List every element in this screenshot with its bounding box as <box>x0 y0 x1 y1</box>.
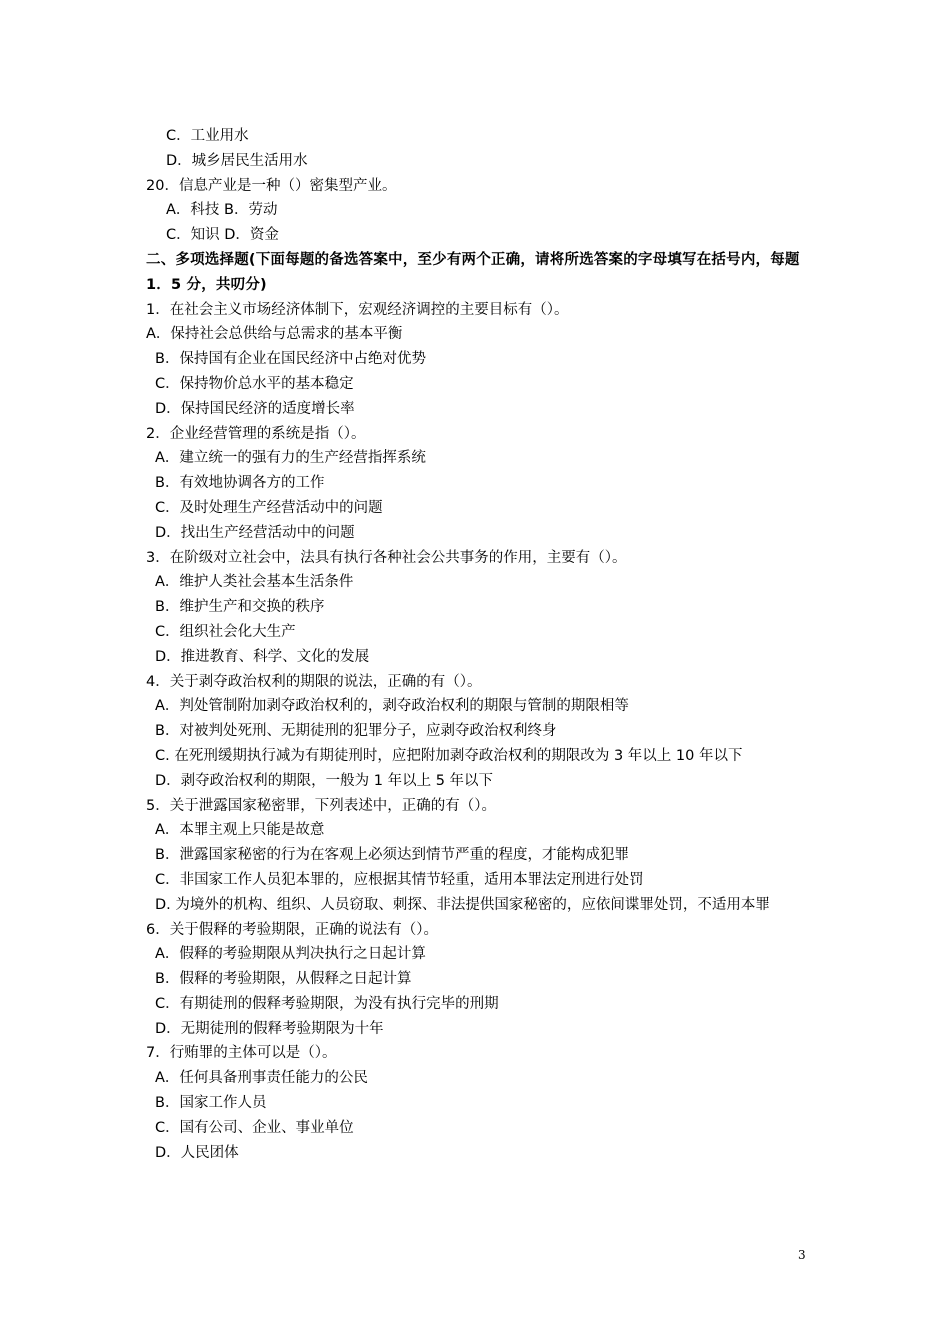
text-line: C．国有公司、企业、事业单位 <box>155 1119 354 1136</box>
text-line: A．维护人类社会基本生活条件 <box>155 574 354 591</box>
text-line: 1．在社会主义市场经济体制下，宏观经济调控的主要目标有（）。 <box>146 301 569 318</box>
text-line: D．找出生产经营活动中的问题 <box>155 524 355 541</box>
text-line: A．保持社会总供给与总需求的基本平衡 <box>146 326 403 343</box>
text-line: C．及时处理生产经营活动中的问题 <box>155 499 383 516</box>
text-line: 5．关于泄露国家秘密罪，下列表述中，正确的有（）。 <box>146 797 496 814</box>
text-line: D．推进教育、科学、文化的发展 <box>155 648 370 665</box>
text-line: B．维护生产和交换的秩序 <box>155 599 325 616</box>
text-line: A．建立统一的强有力的生产经营指挥系统 <box>155 450 426 467</box>
text-line: D．无期徒刑的假释考验期限为十年 <box>155 1020 384 1037</box>
text-line: A．任何具备刑事责任能力的公民 <box>155 1070 368 1087</box>
text-line: C．有期徒刑的假释考验期限，为没有执行完毕的刑期 <box>155 995 499 1012</box>
text-line: 3．在阶级对立社会中，法具有执行各种社会公共事务的作用，主要有（）。 <box>146 549 627 566</box>
text-line: 20．信息产业是一种（）密集型产业。 <box>146 177 397 194</box>
page-number: 3 <box>798 1248 806 1262</box>
text-line: 6．关于假释的考验期限，正确的说法有（）。 <box>146 921 438 938</box>
text-line: A．科技 B．劳动 <box>166 202 278 219</box>
text-line: B．对被判处死刑、无期徒刑的犯罪分子，应剥夺政治权利终身 <box>155 723 557 740</box>
text-line: A．判处管制附加剥夺政治权利的，剥夺政治权利的期限与管制的期限相等 <box>155 698 629 715</box>
text-line: C．知识 D．资金 <box>166 227 279 244</box>
text-line: D. 为境外的机构、组织、人员窃取、刺探、非法提供国家秘密的，应依间谍罪处罚，不适用本罪 <box>155 896 770 913</box>
text-line: D．剥夺政治权利的期限，一般为 1 年以上 5 年以下 <box>155 772 494 789</box>
text-line: C．保持物价总水平的基本稳定 <box>155 375 354 392</box>
text-line: D．人民团体 <box>155 1144 239 1161</box>
text-line: B．泄露国家秘密的行为在客观上必须达到情节严重的程度，才能构成犯罪 <box>155 847 629 864</box>
text-line: A．假释的考验期限从判决执行之日起计算 <box>155 946 426 963</box>
text-line: C. 在死刑缓期执行减为有期徒刑时，应把附加剥夺政治权利的期限改为 3 年以上 10 年以下 <box>155 747 743 764</box>
text-line: 2．企业经营管理的系统是指（）。 <box>146 425 366 442</box>
text-line: D．保持国民经济的适度增长率 <box>155 400 355 417</box>
text-line: 4．关于剥夺政治权利的期限的说法，正确的有（）。 <box>146 673 482 690</box>
text-line: D．城乡居民生活用水 <box>166 152 308 169</box>
section-heading: 二、多项选择题(下面每题的备选答案中，至少有两个正确，请将所选答案的字母填写在括号内，每题 1．5 分，共叨分) <box>146 251 800 293</box>
document-body <box>146 124 810 1165</box>
text-line: A．本罪主观上只能是故意 <box>155 822 325 839</box>
text-line: C．组织社会化大生产 <box>155 623 296 640</box>
text-line: B．假释的考验期限，从假释之日起计算 <box>155 971 412 988</box>
text-line: B．国家工作人员 <box>155 1095 267 1112</box>
text-line: 7．行贿罪的主体可以是（）。 <box>146 1045 337 1062</box>
text-line: B．保持国有企业在国民经济中占绝对优势 <box>155 351 426 368</box>
text-line: B．有效地协调各方的工作 <box>155 475 325 492</box>
text-line: C．工业用水 <box>166 128 249 144</box>
text-line: C．非国家工作人员犯本罪的，应根据其情节轻重，适用本罪法定刑进行处罚 <box>155 871 644 888</box>
